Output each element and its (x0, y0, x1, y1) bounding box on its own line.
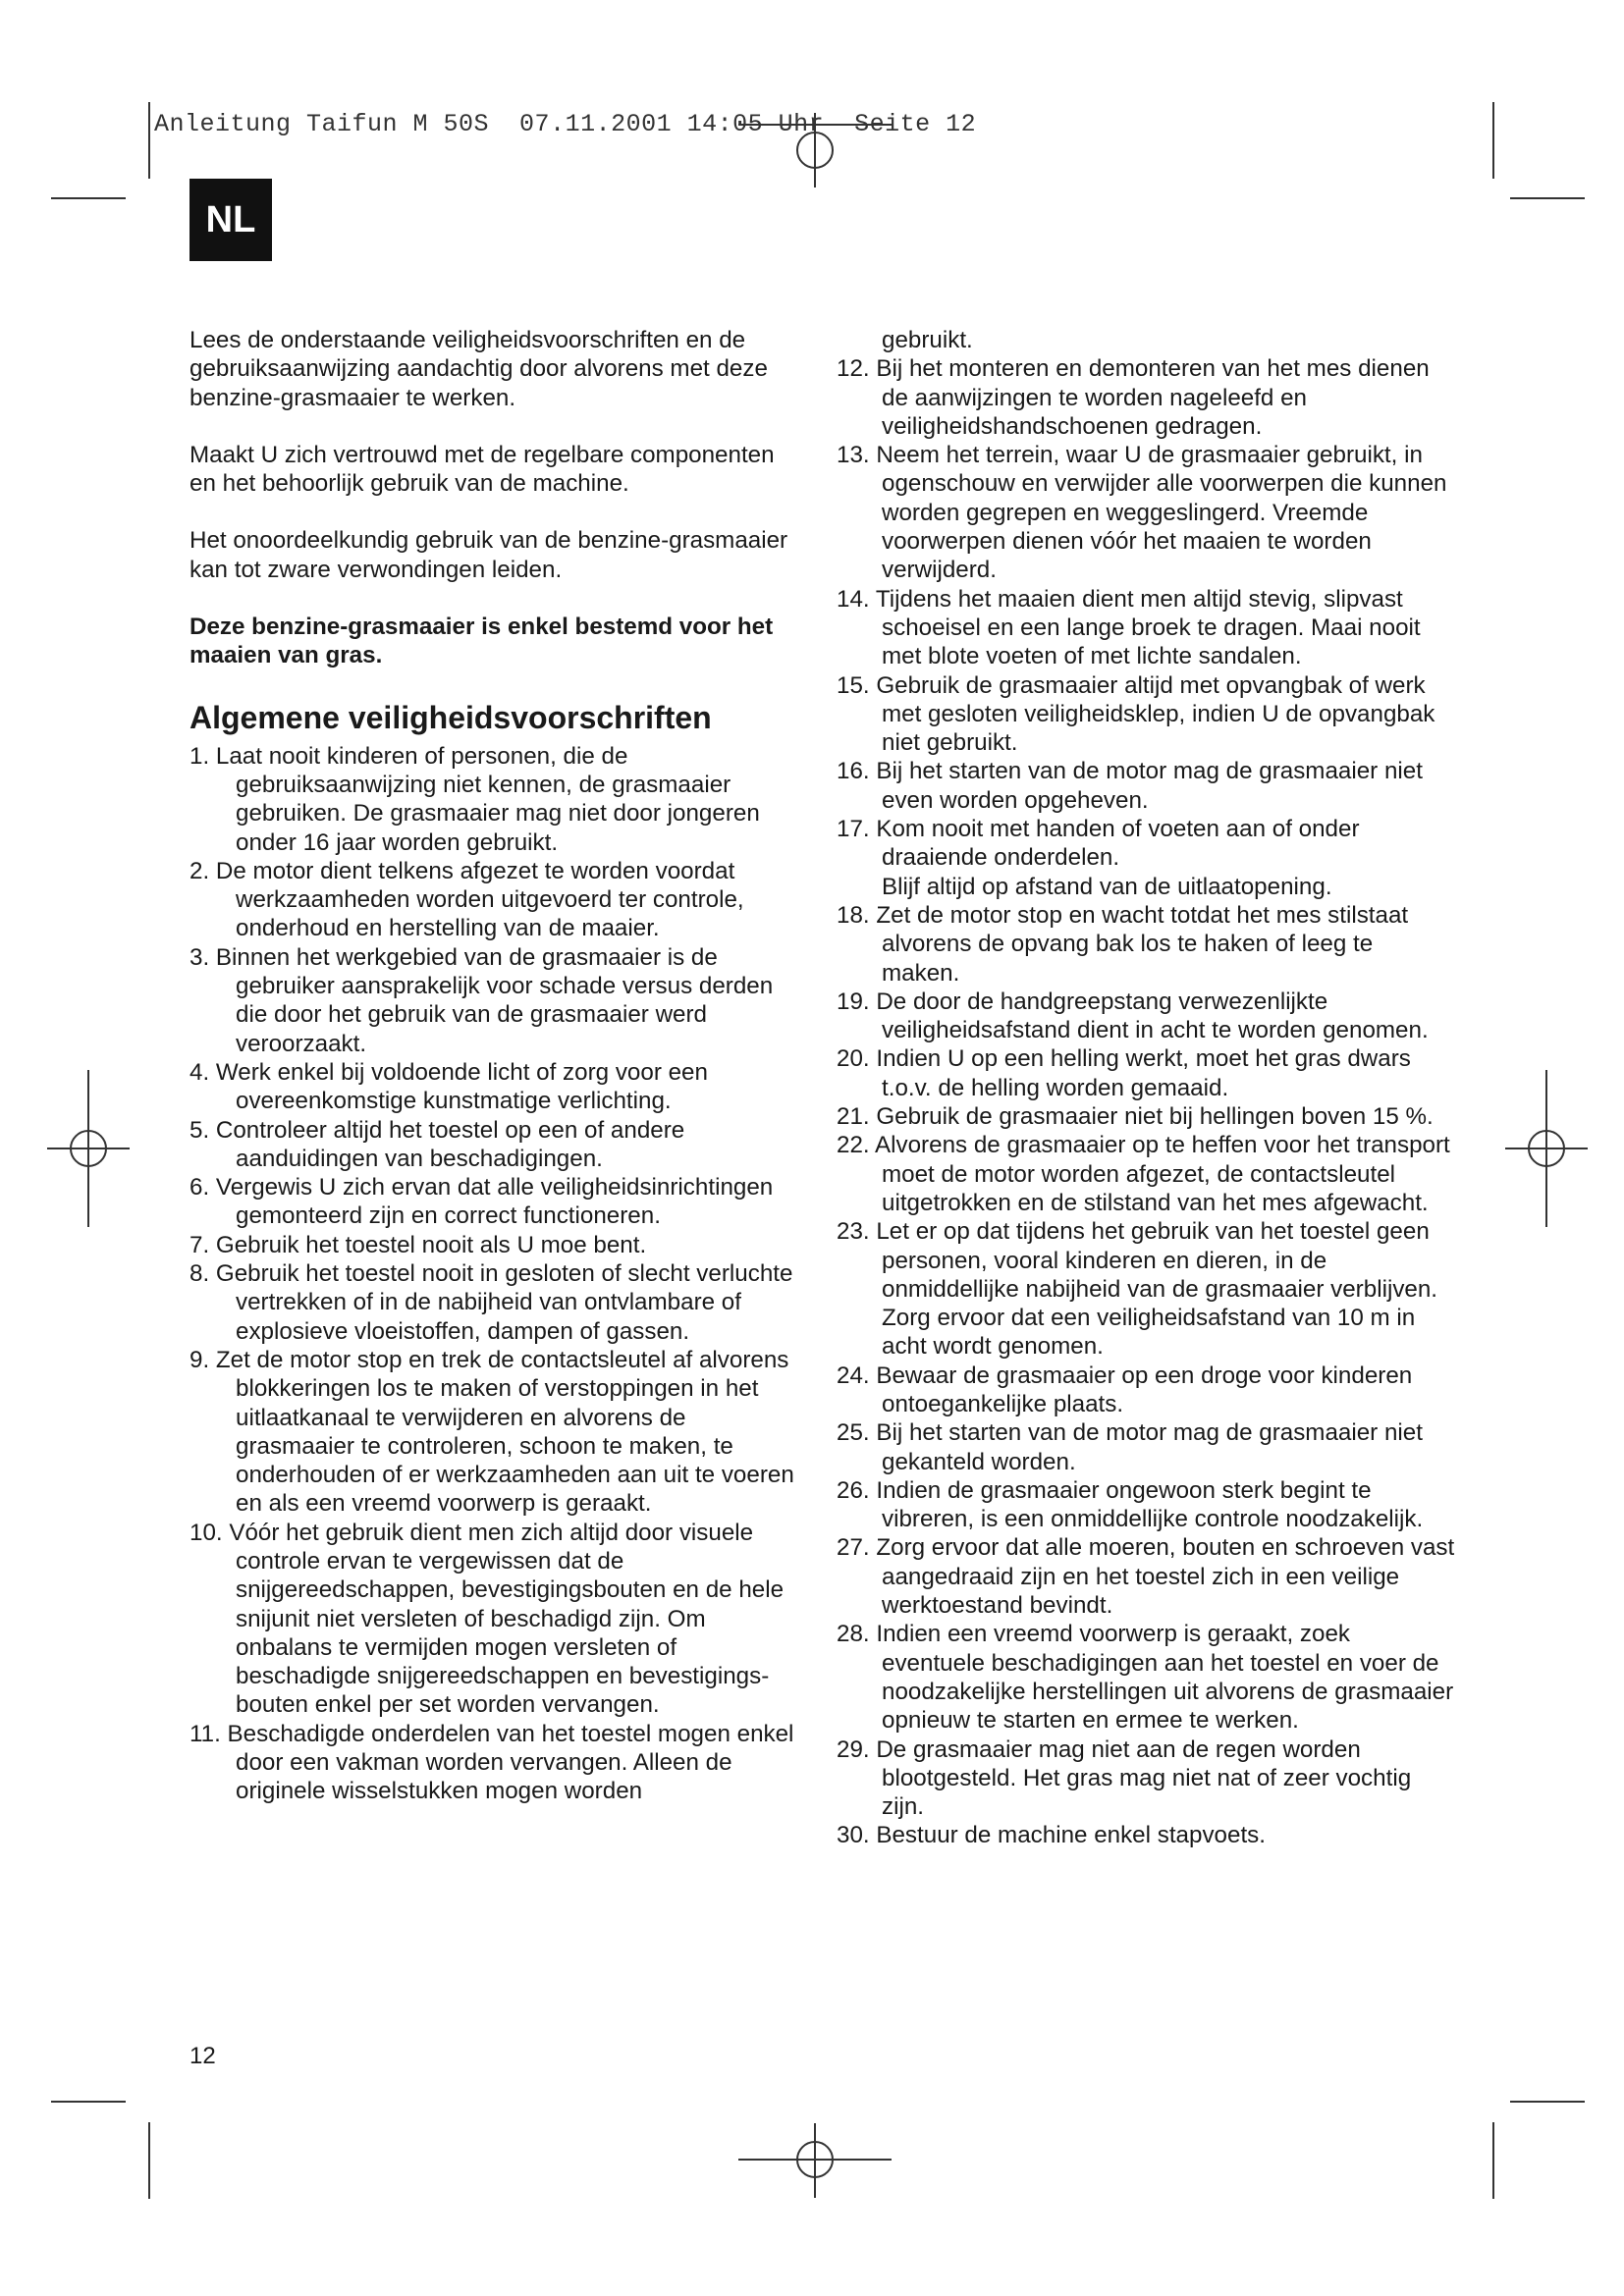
rule-item: 29. De grasmaaier mag niet aan de regen worden blootgesteld. Het gras mag niet nat of zeer vochtig zijn. (837, 1735, 1412, 1821)
registration-mark-left-icon (47, 1070, 130, 1227)
crop-mark-bottom-right-vertical (1492, 2122, 1494, 2199)
crop-mark-bottom-left-vertical (148, 2122, 150, 2199)
crop-mark-top-right-horizontal (1510, 197, 1585, 199)
rule-item-17 (837, 815, 1455, 901)
rule-item: 7. Gebruik het toestel nooit als U moe bent. (189, 1231, 647, 1258)
rule-17-text: 17. Kom nooit met handen of voeten aan of onder draaiende onderdelen. (837, 816, 1360, 872)
rule-item: 21. Gebruik de grasmaaier niet bij hellingen boven 15 %. (837, 1103, 1434, 1131)
crop-mark-top-left-horizontal (51, 197, 126, 199)
rule-item: 13. Neem het terrein, waar U de grasmaaier gebruikt, in ogenschouw en verwijder alle voorwerpen die kunnen worden gegrepen en weggeslingerd. Vreemde voorwerpen dienen vóór het maaien te worden verwijderd. (837, 442, 1447, 584)
crop-mark-top-right-vertical (1492, 102, 1494, 179)
rules-list-left (189, 742, 803, 1806)
rule-item: 27. Zorg ervoor dat alle moeren, bouten en schroeven vast aangedraaid zijn en het toestel zich in een veilige werktoestand bevindt. (837, 1534, 1455, 1620)
rule-item: 1. Laat nooit kinderen of personen, die de gebruiksaanwijzing niet kennen, de grasmaaier gebruiken. De grasmaaier mag niet door jongeren onder 16 jaar worden gebruikt. (189, 742, 760, 856)
rule-item: 26. Indien de grasmaaier ongewoon sterk begint te vibreren, is een onmiddellijke controle noodzakelijk. (837, 1476, 1424, 1533)
crop-mark-top-left-vertical (148, 102, 150, 179)
crop-mark-bottom-right-horizontal (1510, 2101, 1585, 2103)
left-column (189, 326, 803, 1806)
rule-item: 19. De door de handgreepstang verwezenlijkte veiligheidsafstand dient in acht te worden genomen. (837, 988, 1429, 1044)
intro-paragraph-2: Maakt U zich vertrouwd met de regelbare componenten en het behoorlijk gebruik van de machine. (189, 441, 775, 498)
language-badge: NL (189, 179, 272, 261)
registration-mark-bottom-icon (738, 2123, 892, 2198)
rule-item: 4. Werk enkel bij voldoende licht of zorg voor een overeenkomstige kunstmatige verlichting. (189, 1058, 708, 1115)
crop-mark-bottom-left-horizontal (51, 2101, 126, 2103)
rule-item: 2. De motor dient telkens afgezet te worden voordat werkzaamheden worden uitgevoerd ter controle, onderhoud en herstelling van de maaier. (189, 857, 744, 942)
rule-item: 10. Vóór het gebruik dient men zich altijd door visuele controle ervan te vergewissen dat de snijgereedschappen, bevestigingsbouten en de hele snijunit niet versleten of beschadigd zijn. Om onbalans te vermijden mogen versleten of beschadigde snijgereedschappen en bevestigings-bouten enkel per set worden vervangen. (189, 1519, 785, 1719)
right-column (837, 326, 1455, 1850)
intro-paragraph-1: Lees de onderstaande veiligheidsvoorschriften en de gebruiksaanwijzing aandachtig door alvorens met deze benzine-grasmaaier te werken. (189, 327, 768, 411)
rule-item: 18. Zet de motor stop en wacht totdat het mes stilstaat alvorens de opvang bak los te haken of leeg te maken. (837, 901, 1409, 987)
rule-item: 30. Bestuur de machine enkel stapvoets. (837, 1822, 1266, 1849)
rule-item: 28. Indien een vreemd voorwerp is geraakt, zoek eventuele beschadigingen aan het toestel en voer de noodzakelijke herstellingen uit alvorens de grasmaaier opnieuw te starten en ermee te werken. (837, 1621, 1454, 1735)
rule-item: 22. Alvorens de grasmaaier op te heffen voor het transport moet de motor worden afgezet, de contactsleutel uitgetrokken en de stilstand van het mes afgewacht. (837, 1132, 1450, 1216)
rule-11-continuation: gebruikt. (882, 327, 973, 353)
intro-paragraph-3: Het onoordeelkundig gebruik van de benzine-grasmaaier kan tot zware verwondingen leiden. (189, 527, 788, 583)
page-number: 12 (189, 2043, 216, 2069)
rule-item: 8. Gebruik het toestel nooit in gesloten of slecht verluchte vertrekken of in de nabijheid van ontvlambare of explosieve vloeistoffen, dampen of gassen. (189, 1260, 793, 1345)
rule-item: 5. Controleer altijd het toestel op een of andere aanduidingen van beschadigingen. (189, 1116, 685, 1172)
rule-item: 15. Gebruik de grasmaaier altijd met opvangbak of werk met gesloten veiligheidsklep, indien U de opvangbak niet gebruikt. (837, 671, 1435, 757)
registration-mark-right-icon (1505, 1070, 1588, 1227)
rule-item: 9. Zet de motor stop en trek de contactsleutel af alvorens blokkeringen los te maken of verstoppingen in het uitlaatkanaal te verwijderen en alvorens de grasmaaier te controleren, schoon te maken, te onderhouden of er werkzaamheden aan uit te voeren en als een vreemd voorwerp is geraakt. (189, 1346, 794, 1518)
rule-item: 6. Vergewis U zich ervan dat alle veiligheidsinrichtingen gemonteerd zijn en correct functioneren. (189, 1174, 774, 1230)
rule-17-extra: Blijf altijd op afstand van de uitlaatopening. (882, 873, 1332, 900)
section-title: Algemene veiligheidsvoorschriften (189, 699, 712, 735)
print-header: Anleitung Taifun M 50S 07.11.2001 14:05 Uhr Seite 12 (154, 110, 977, 138)
rule-item: 11. Beschadigde onderdelen van het toestel mogen enkel door een vakman worden vervangen. Alleen de originele wisselstukken mogen worden (189, 1720, 794, 1805)
rule-item: 16. Bij het starten van de motor mag de grasmaaier niet even worden opgeheven. (837, 758, 1423, 814)
rules-list-right (837, 354, 1455, 1849)
rule-item: 3. Binnen het werkgebied van de grasmaaier is de gebruiker aansprakelijk voor schade versus derden die door het gebruik van de grasmaaier werd veroorzaakt. (189, 943, 774, 1057)
intro-paragraph-bold: Deze benzine-grasmaaier is enkel bestemd voor het maaien van gras. (189, 614, 774, 669)
rule-item: 20. Indien U op een helling werkt, moet het gras dwars t.o.v. de helling worden gemaaid. (837, 1045, 1411, 1101)
rule-item: 23. Let er op dat tijdens het gebruik van het toestel geen personen, vooral kinderen en dieren, in de onmiddellijke nabijheid van de grasmaaier verblijven. Zorg ervoor dat een veiligheidsafstand van 10 m in acht wordt genomen. (837, 1218, 1438, 1361)
rule-item: 25. Bij het starten van de motor mag de grasmaaier niet gekanteld worden. (837, 1419, 1423, 1475)
rule-item: 24. Bewaar de grasmaaier op een droge voor kinderen ontoegankelijke plaats. (837, 1362, 1413, 1417)
rule-item: 12. Bij het monteren en demonteren van het mes dienen de aanwijzingen te worden nageleefd en veiligheidshandschoenen gedragen. (837, 355, 1430, 440)
rule-item: 14. Tijdens het maaien dient men altijd stevig, slipvast schoeisel en een lange broek te dragen. Maai nooit met blote voeten of met lichte sandalen. (837, 585, 1421, 670)
